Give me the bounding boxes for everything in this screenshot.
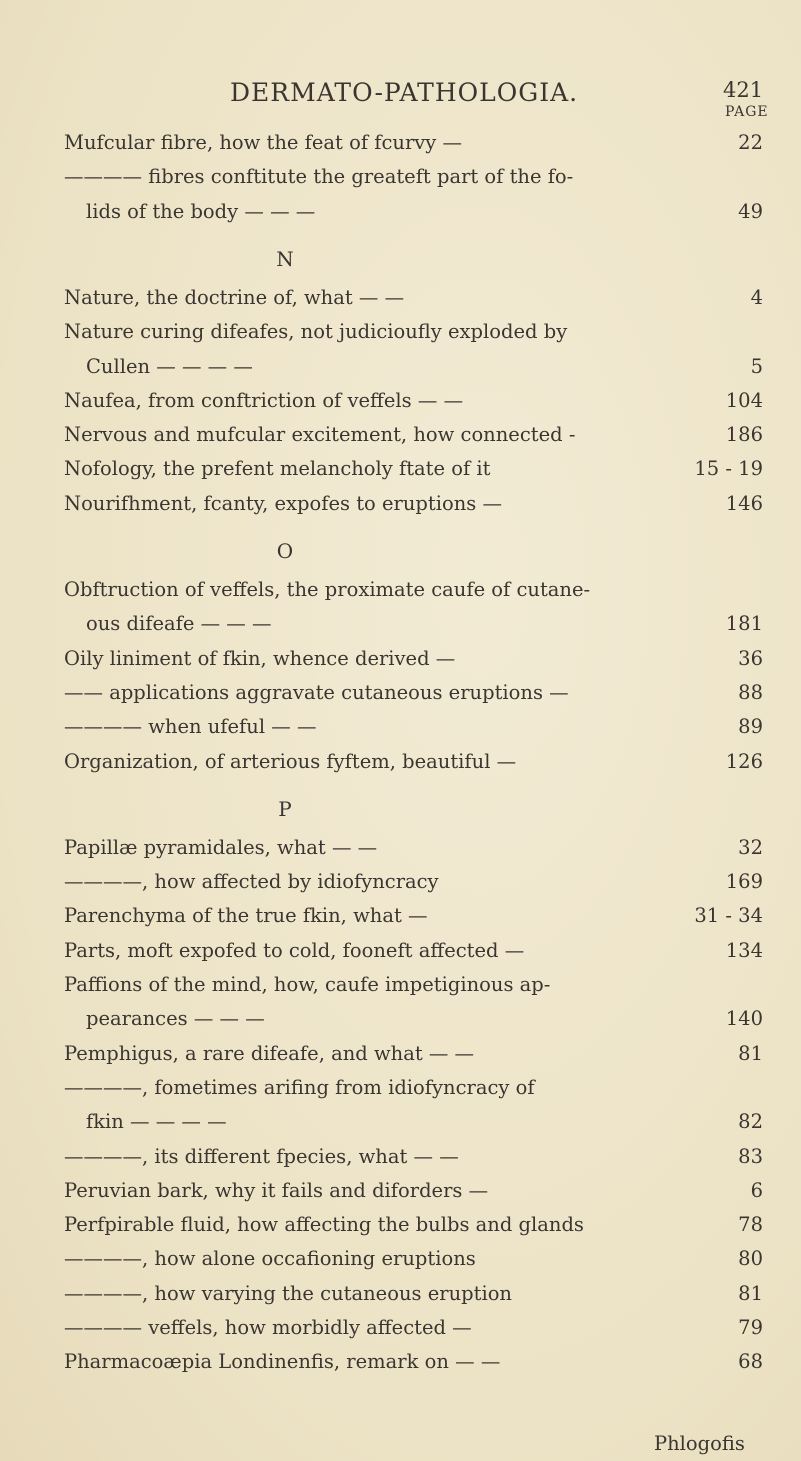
entry-text: Mufcular fibre, how the feat of fcurvy — (64, 131, 462, 154)
entry-text: ———— veffels, how morbidly affected — (64, 1316, 472, 1339)
entry-page-ref: 22 (738, 131, 763, 154)
entry-page-ref: 78 (738, 1213, 763, 1237)
index-entry (0, 1140, 801, 1174)
entry-text: Nature, the doctrine of, what — — (64, 285, 405, 309)
section-letter: O (276, 539, 294, 563)
index-entry (0, 452, 801, 486)
entry-page-ref: 104 (725, 388, 763, 412)
index-entry (0, 642, 801, 676)
entry-page-ref: 146 (725, 491, 763, 515)
index-entry (0, 865, 801, 899)
index-entry (0, 195, 801, 229)
index-entry (0, 968, 801, 1002)
entry-page-ref: 4 (750, 285, 763, 309)
entry-page-ref: 186 (725, 423, 763, 447)
entry-text: Pharmacoæpia Londinenfis, remark on — — (64, 1350, 501, 1374)
entry-text: Papillæ pyramidales, what — — (64, 835, 378, 859)
entry-page-ref: 80 (738, 1247, 763, 1271)
entry-text: Nourifhment, fcanty, expofes to eruptions — (64, 491, 502, 515)
entry-text: —— applications aggravate cutaneous eruptions — (64, 680, 569, 704)
entry-text: ous difeafe — — — (86, 612, 272, 636)
entry-text: Organization, of arterious fyftem, beautiful — (64, 749, 517, 773)
index-entry (0, 350, 801, 384)
entry-text: Nervous and mufcular excitement, how connected - (64, 423, 576, 447)
index-entry (0, 607, 801, 641)
entry-page-ref: 181 (725, 612, 763, 636)
entry-text: ————, how affected by idiofyncracy (64, 870, 439, 894)
entry-page-ref: 6 (750, 1178, 763, 1202)
entry-page-ref: 68 (738, 1350, 763, 1374)
entry-page-ref: 81 (738, 1041, 763, 1065)
entry-text: Nature curing difeafes, not judicioufly exploded by (64, 320, 568, 344)
entry-text: ———— when ufeful — — (64, 715, 317, 739)
entry-text: Perfpirable fluid, how affecting the bulbs and glands (64, 1213, 584, 1237)
entry-page-ref: 36 (738, 646, 763, 670)
index-entry (0, 384, 801, 418)
section-letter: N (276, 246, 294, 271)
index-entry (0, 710, 801, 744)
catchword: Phlogofis (654, 1432, 745, 1455)
entry-text: Parenchyma of the true fkin, what — (64, 904, 428, 928)
page-column-label: PAGE (725, 104, 769, 120)
index-entry (0, 160, 801, 194)
running-head: DERMATO-PATHOLOGIA. (230, 78, 579, 107)
entry-text: ————, how alone occafioning eruptions (64, 1247, 476, 1271)
section-letter: P (278, 796, 292, 821)
entry-page-ref: 32 (738, 835, 763, 859)
entry-page-ref: 83 (738, 1144, 763, 1168)
index-entry (0, 1002, 801, 1036)
entry-text: Nofology, the prefent melancholy ftate of it (64, 457, 491, 481)
entry-page-ref: 49 (738, 199, 763, 223)
index-entry (0, 934, 801, 968)
entry-page-ref: 81 (738, 1281, 763, 1305)
entry-text: Paffions of the mind, how, caufe impetiginous ap- (64, 973, 551, 996)
entry-page-ref: 140 (725, 1007, 763, 1031)
entry-page-ref: 169 (725, 870, 763, 894)
index-entry (0, 899, 801, 933)
index-entry (0, 418, 801, 452)
entry-page-ref: 88 (738, 680, 763, 704)
entry-text: Peruvian bark, why it fails and diforders — (64, 1178, 489, 1202)
index-entry (0, 487, 801, 521)
entry-text: lids of the body — — — (86, 199, 316, 223)
index-entry (0, 1105, 801, 1139)
entry-text: Parts, moft expofed to cold, fooneft affected — (64, 938, 525, 962)
index-entry (0, 1311, 801, 1345)
entry-page-ref: 89 (738, 715, 763, 739)
entry-page-ref: 126 (725, 749, 763, 773)
entry-text: Obftruction of veffels, the proximate caufe of cutane- (64, 578, 591, 601)
index-entry (0, 831, 801, 865)
index-entry (0, 315, 801, 349)
index-entry (0, 126, 801, 160)
entry-text: Oily liniment of fkin, whence derived — (64, 646, 456, 670)
entry-text: Pemphigus, a rare difeafe, and what — — (64, 1041, 475, 1065)
entry-text: ————, fometimes arifing from idiofyncracy of (64, 1075, 535, 1099)
entry-text: Naufea, from conftriction of veffels — — (64, 388, 464, 412)
index-entry (0, 676, 801, 710)
entry-text: ———— fibres conftitute the greateft part of the fo- (64, 165, 574, 189)
entry-page-ref: 5 (750, 354, 763, 378)
entry-page-ref: 134 (725, 938, 763, 962)
entry-text: Cullen — — — — (86, 354, 253, 378)
index-entry (0, 1277, 801, 1311)
index-entry (0, 1242, 801, 1276)
index-entry (0, 1345, 801, 1379)
entry-page-ref: 82 (738, 1110, 763, 1134)
index-entry (0, 281, 801, 315)
index-entry (0, 1174, 801, 1208)
entry-text: ————, its different fpecies, what — — (64, 1144, 459, 1168)
page-number: 421 (723, 78, 764, 102)
entry-text: pearances — — — (86, 1007, 265, 1031)
entry-page-ref: 15 - 19 (694, 457, 763, 481)
index-entry (0, 745, 801, 779)
entry-page-ref: 79 (738, 1316, 763, 1339)
entry-text: fkin — — — — (86, 1110, 227, 1134)
index-entry (0, 1037, 801, 1071)
entry-text: ————, how varying the cutaneous eruption (64, 1281, 512, 1305)
entry-page-ref: 31 - 34 (694, 904, 763, 928)
index-entry (0, 1208, 801, 1242)
index-entry (0, 573, 801, 607)
index-entry (0, 1071, 801, 1105)
